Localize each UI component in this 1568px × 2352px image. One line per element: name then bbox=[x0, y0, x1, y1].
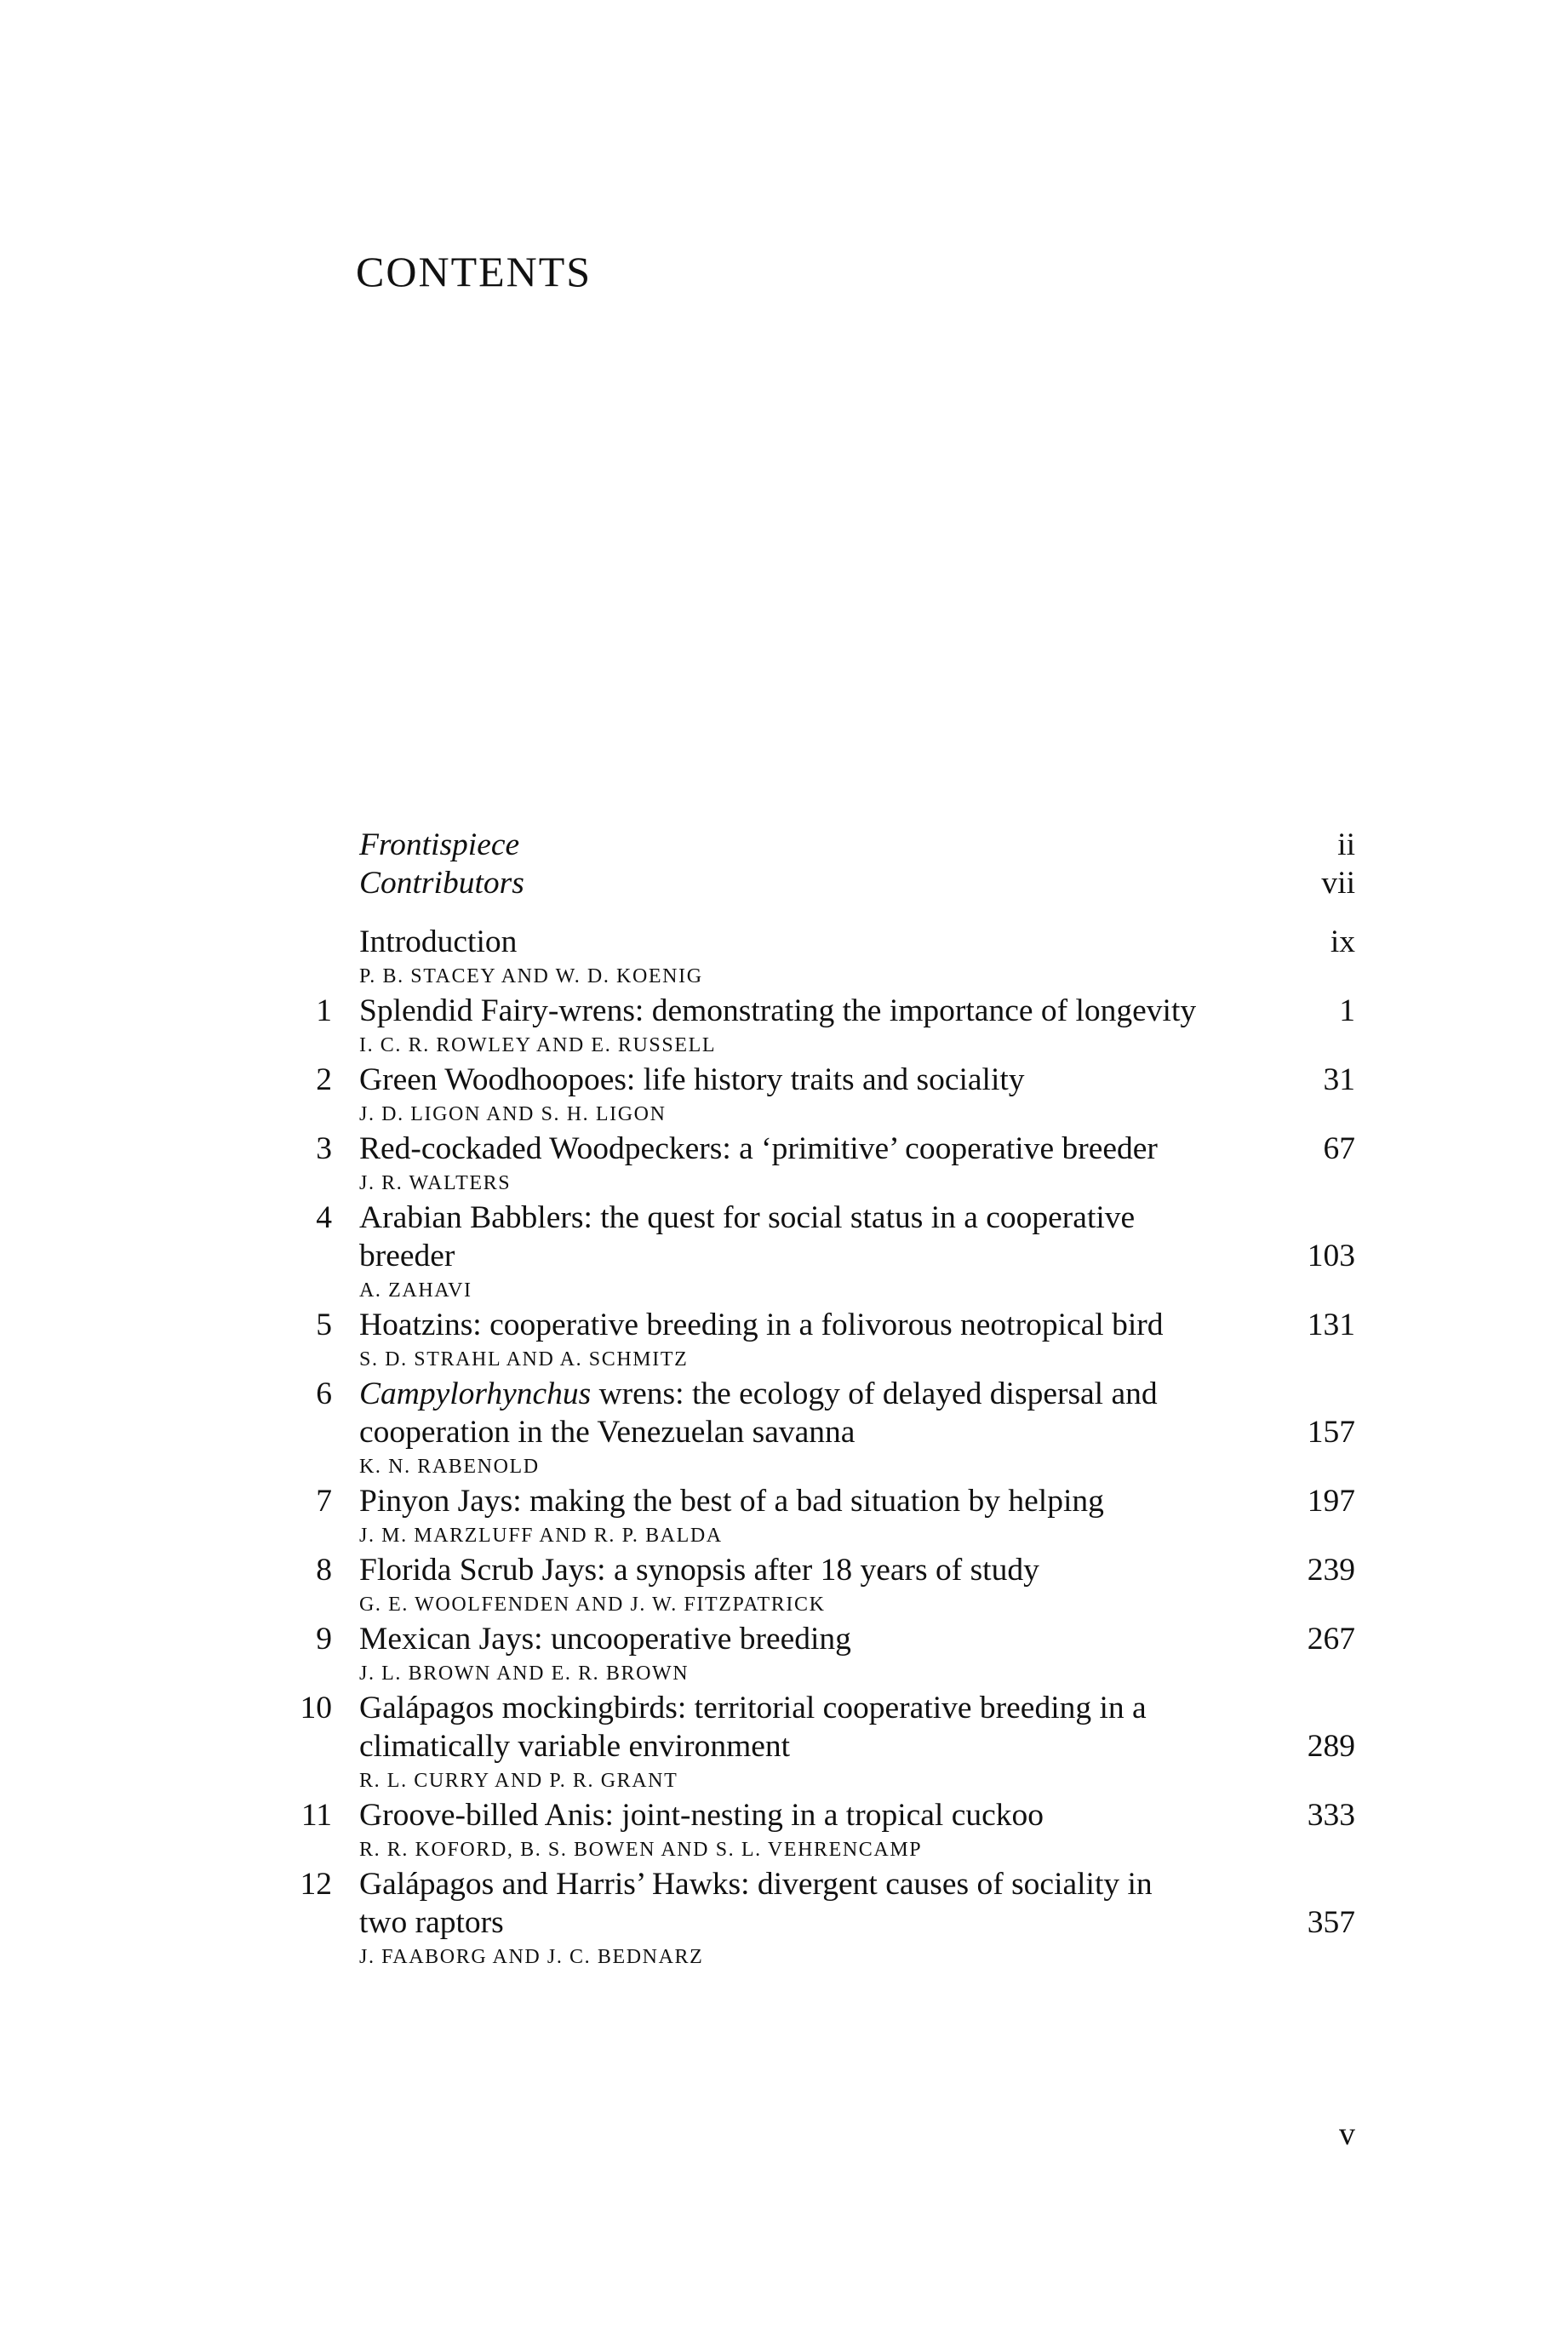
chapter-number: 1 bbox=[316, 993, 332, 1028]
chapter-number: 3 bbox=[316, 1131, 332, 1166]
entry-title: Introduction bbox=[359, 924, 518, 959]
chapter-number: 11 bbox=[300, 1798, 332, 1833]
entry-page: 197 bbox=[1307, 1484, 1355, 1519]
entry-title bbox=[359, 1375, 1219, 1413]
entry-page: 103 bbox=[1307, 1239, 1355, 1273]
toc-entry-chapter-12[interactable] bbox=[281, 1865, 1355, 1972]
entry-title: Florida Scrub Jays: a synopsis after 18 years of study bbox=[359, 1553, 1039, 1588]
toc-entry-chapter-5[interactable] bbox=[281, 1306, 1355, 1375]
chapter-number: 4 bbox=[316, 1200, 332, 1235]
toc-entry-chapter-7[interactable] bbox=[281, 1482, 1355, 1551]
entry-page: 289 bbox=[1307, 1729, 1355, 1764]
entry-page: 333 bbox=[1307, 1798, 1355, 1833]
toc-entry-chapter-1[interactable] bbox=[281, 992, 1355, 1061]
toc-entry-chapter-3[interactable] bbox=[281, 1130, 1355, 1199]
chapter-number: 9 bbox=[316, 1622, 332, 1657]
entry-title-text: wrens: the ecology of delayed dispersal and bbox=[591, 1376, 1158, 1411]
entry-page: ix bbox=[1330, 924, 1355, 959]
entry-page: 131 bbox=[1307, 1308, 1355, 1342]
entry-page: 67 bbox=[1323, 1131, 1355, 1166]
toc-entry-chapter-2[interactable] bbox=[281, 1061, 1355, 1130]
entry-authors: G. E. WOOLFENDEN AND J. W. FITZPATRICK bbox=[359, 1594, 826, 1616]
entry-authors: J. D. LIGON AND S. H. LIGON bbox=[359, 1103, 667, 1125]
entry-page: 357 bbox=[1307, 1905, 1355, 1940]
entry-page: vii bbox=[1321, 866, 1355, 901]
chapter-number: 2 bbox=[316, 1062, 332, 1097]
entry-page: 157 bbox=[1307, 1415, 1355, 1450]
entry-title: Arabian Babblers: the quest for social status in a cooperative bbox=[359, 1200, 1136, 1235]
entry-authors: I. C. R. ROWLEY AND E. RUSSELL bbox=[359, 1034, 717, 1056]
entry-title: breeder bbox=[359, 1239, 455, 1273]
entry-title: Red-cockaded Woodpeckers: a ‘primitive’ cooperative breeder bbox=[359, 1131, 1158, 1166]
entry-page: 31 bbox=[1323, 1062, 1355, 1097]
entry-authors: K. N. RABENOLD bbox=[359, 1456, 540, 1478]
entry-title: Splendid Fairy-wrens: demonstrating the importance of longevity bbox=[359, 993, 1197, 1028]
entry-page: 239 bbox=[1307, 1553, 1355, 1588]
entry-authors: J. M. MARZLUFF AND R. P. BALDA bbox=[359, 1525, 723, 1547]
toc-entry-chapter-9[interactable] bbox=[281, 1620, 1355, 1689]
toc-entry-chapter-4[interactable] bbox=[281, 1199, 1355, 1306]
toc-entry-chapter-6[interactable] bbox=[281, 1375, 1355, 1482]
entry-page: 267 bbox=[1307, 1622, 1355, 1657]
entry-title: Pinyon Jays: making the best of a bad situation by helping bbox=[359, 1484, 1104, 1519]
toc-entry-chapter-10[interactable] bbox=[281, 1689, 1355, 1796]
entry-title: Contributors bbox=[359, 866, 524, 901]
toc-entry-frontispiece[interactable] bbox=[281, 826, 1355, 864]
entry-title-italic: Campylorhynchus bbox=[359, 1376, 592, 1411]
entry-title: Mexican Jays: uncooperative breeding bbox=[359, 1622, 851, 1657]
toc-entry-chapter-8[interactable] bbox=[281, 1551, 1355, 1620]
chapter-number: 12 bbox=[300, 1867, 332, 1902]
entry-page: 1 bbox=[1339, 993, 1355, 1028]
entry-authors: J. R. WALTERS bbox=[359, 1172, 512, 1194]
entry-authors: J. FAABORG AND J. C. BEDNARZ bbox=[359, 1946, 704, 1968]
entry-title: Groove-billed Anis: joint-nesting in a tropical cuckoo bbox=[359, 1798, 1044, 1833]
chapter-number: 7 bbox=[316, 1484, 332, 1519]
entry-authors: A. ZAHAVI bbox=[359, 1279, 472, 1302]
entry-authors: R. L. CURRY AND P. R. GRANT bbox=[359, 1770, 678, 1792]
chapter-number: 8 bbox=[316, 1553, 332, 1588]
entry-title: Galápagos mockingbirds: territorial cooperative breeding in a bbox=[359, 1691, 1147, 1725]
page-number: v bbox=[1339, 2116, 1355, 2152]
table-of-contents bbox=[281, 826, 1355, 1972]
entry-authors: J. L. BROWN AND E. R. BROWN bbox=[359, 1662, 690, 1685]
chapter-number: 6 bbox=[316, 1376, 332, 1411]
chapter-number: 5 bbox=[316, 1308, 332, 1342]
entry-authors: R. R. KOFORD, B. S. BOWEN AND S. L. VEHRENCAMP bbox=[359, 1839, 923, 1861]
entry-title: Hoatzins: cooperative breeding in a folivorous neotropical bird bbox=[359, 1308, 1164, 1342]
entry-title: Frontispiece bbox=[359, 827, 520, 862]
entry-title: two raptors bbox=[359, 1905, 504, 1940]
entry-page: ii bbox=[1337, 827, 1355, 862]
front-matter bbox=[281, 826, 1355, 902]
toc-entry-contributors[interactable] bbox=[281, 864, 1355, 902]
entry-authors: P. B. STACEY AND W. D. KOENIG bbox=[359, 965, 703, 987]
entry-title: Green Woodhoopoes: life history traits and sociality bbox=[359, 1062, 1025, 1097]
toc-entry-chapter-11[interactable] bbox=[281, 1796, 1355, 1865]
entry-title: climatically variable environment bbox=[359, 1729, 791, 1764]
entry-title: Galápagos and Harris’ Hawks: divergent causes of sociality in bbox=[359, 1867, 1153, 1902]
entry-authors: S. D. STRAHL AND A. SCHMITZ bbox=[359, 1348, 689, 1371]
chapter-number: 10 bbox=[300, 1691, 332, 1725]
page-title: CONTENTS bbox=[356, 248, 592, 295]
entry-title: cooperation in the Venezuelan savanna bbox=[359, 1415, 856, 1450]
chapter-list bbox=[281, 992, 1355, 1972]
toc-entry-introduction[interactable] bbox=[281, 923, 1355, 992]
